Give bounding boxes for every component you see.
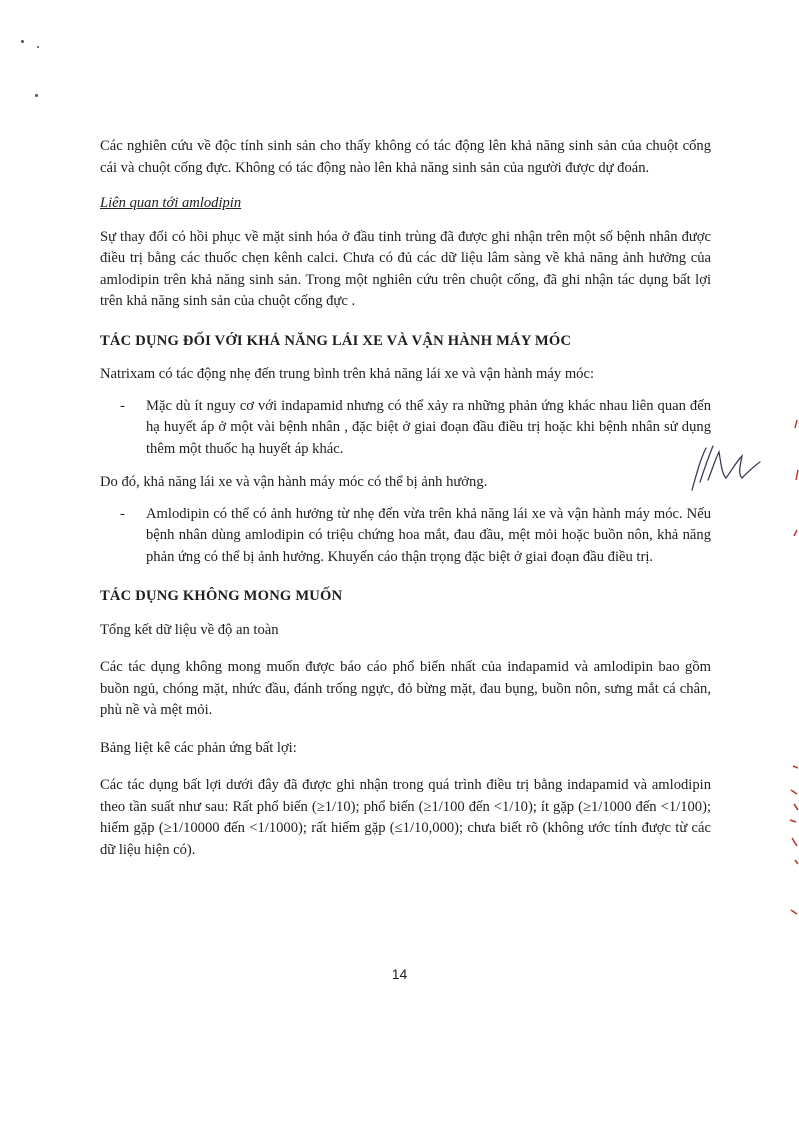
driving-bullet-list: [100, 396, 711, 461]
page-number: 14: [391, 966, 408, 982]
handwritten-signature: [686, 440, 764, 496]
document-body: [100, 136, 711, 861]
list-item: [100, 504, 711, 569]
scan-speck: [37, 46, 39, 48]
driving-section-heading: TÁC DỤNG ĐỐI VỚI KHẢ NĂNG LÁI XE VÀ VẬN HÀNH MÁY MÓC: [100, 332, 572, 349]
amlodipine-bullet-list: [100, 504, 711, 569]
bullet-dash: -: [120, 505, 125, 522]
frequency-definitions: Các tác dụng bất lợi dưới đây đã được ghi nhận trong quá trình điều trị bằng indapamid và amlodipin theo tần suất như sau: Rất phổ biến (≥1/10); phổ biến (≥1/100 đến <1/10); ít gặp (≥1/1000 đến <1/100); hiếm gặp (≥1/10000 đến <1/1000); rất hiếm gặp (≤1/10,000); chưa biết rõ (không ước tính được từ các dữ liệu hiện có).: [100, 777, 711, 858]
fertility-paragraph: Các nghiên cứu về độc tính sinh sản cho thấy không có tác động lên khả năng sinh sản của chuột cống cái và chuột cống đực. Không có tác động nào lên khả năng sinh sản của người được dự đoán.: [100, 138, 711, 176]
list-item: [100, 396, 711, 461]
driving-intro: Natrixam có tác động nhẹ đến trung bình trên khả năng lái xe và vận hành máy móc:: [100, 366, 595, 382]
amlodipine-fertility-paragraph: Sự thay đổi có hồi phục về mặt sinh hóa ở đầu tinh trùng đã được ghi nhận trên một số bệnh nhân được điều trị bằng các thuốc chẹn kênh calci. Chưa có đủ các dữ liệu lâm sàng về khả năng ảnh hưởng của amlodipin trên khả năng sinh sản. Trong một nghiên cứu trên chuột cống, đã ghi nhận tác dụng bất lợi trên khả năng sinh sản của chuột cống đực .: [100, 228, 711, 309]
safety-summary-label: Tổng kết dữ liệu về độ an toàn: [100, 621, 279, 638]
stamp-edge-mark: [785, 410, 799, 550]
scan-speck: [21, 40, 24, 43]
driving-conclusion: Do đó, khả năng lái xe và vận hành máy móc có thể bị ảnh hưởng.: [100, 474, 488, 490]
bullet-text: Amlodipin có thể có ảnh hưởng từ nhẹ đến vừa trên khả năng lái xe và vận hành máy móc. Nếu bệnh nhân dùng amlodipin có triệu chứng hoa mắt, đau đầu, mệt mỏi hoặc buồn nôn, khả năng phản ứng có thể bị ảnh hưởng. Khuyến cáo thận trọng đặc biệt ở giai đoạn đầu điều trị.: [146, 505, 711, 565]
scan-speck: [35, 94, 38, 97]
adverse-effects-heading: TÁC DỤNG KHÔNG MONG MUỐN: [100, 588, 343, 604]
stamp-edge-mark: [785, 760, 799, 920]
bullet-text: Mặc dù ít nguy cơ với indapamid nhưng có thể xảy ra những phản ứng khác nhau liên quan đến hạ huyết áp ở một vài bệnh nhân , đặc biệt ở giai đoạn đầu điều trị hoặc khi bệnh nhân sử dụng thêm một thuốc hạ huyết áp khác.: [146, 397, 711, 457]
bullet-dash: -: [120, 397, 125, 414]
amlodipine-subheading: Liên quan tới amlodipin: [100, 195, 242, 211]
safety-summary-text: Các tác dụng không mong muốn được báo cáo phổ biến nhất của indapamid và amlodipin bao gồm buồn ngủ, chóng mặt, nhức đầu, đánh trống ngực, đỏ bừng mặt, đau bụng, buồn nôn, sưng mắt cá chân, phù nề và mệt mỏi.: [100, 659, 711, 718]
adverse-table-label: Bảng liệt kê các phản ứng bất lợi:: [100, 739, 297, 756]
